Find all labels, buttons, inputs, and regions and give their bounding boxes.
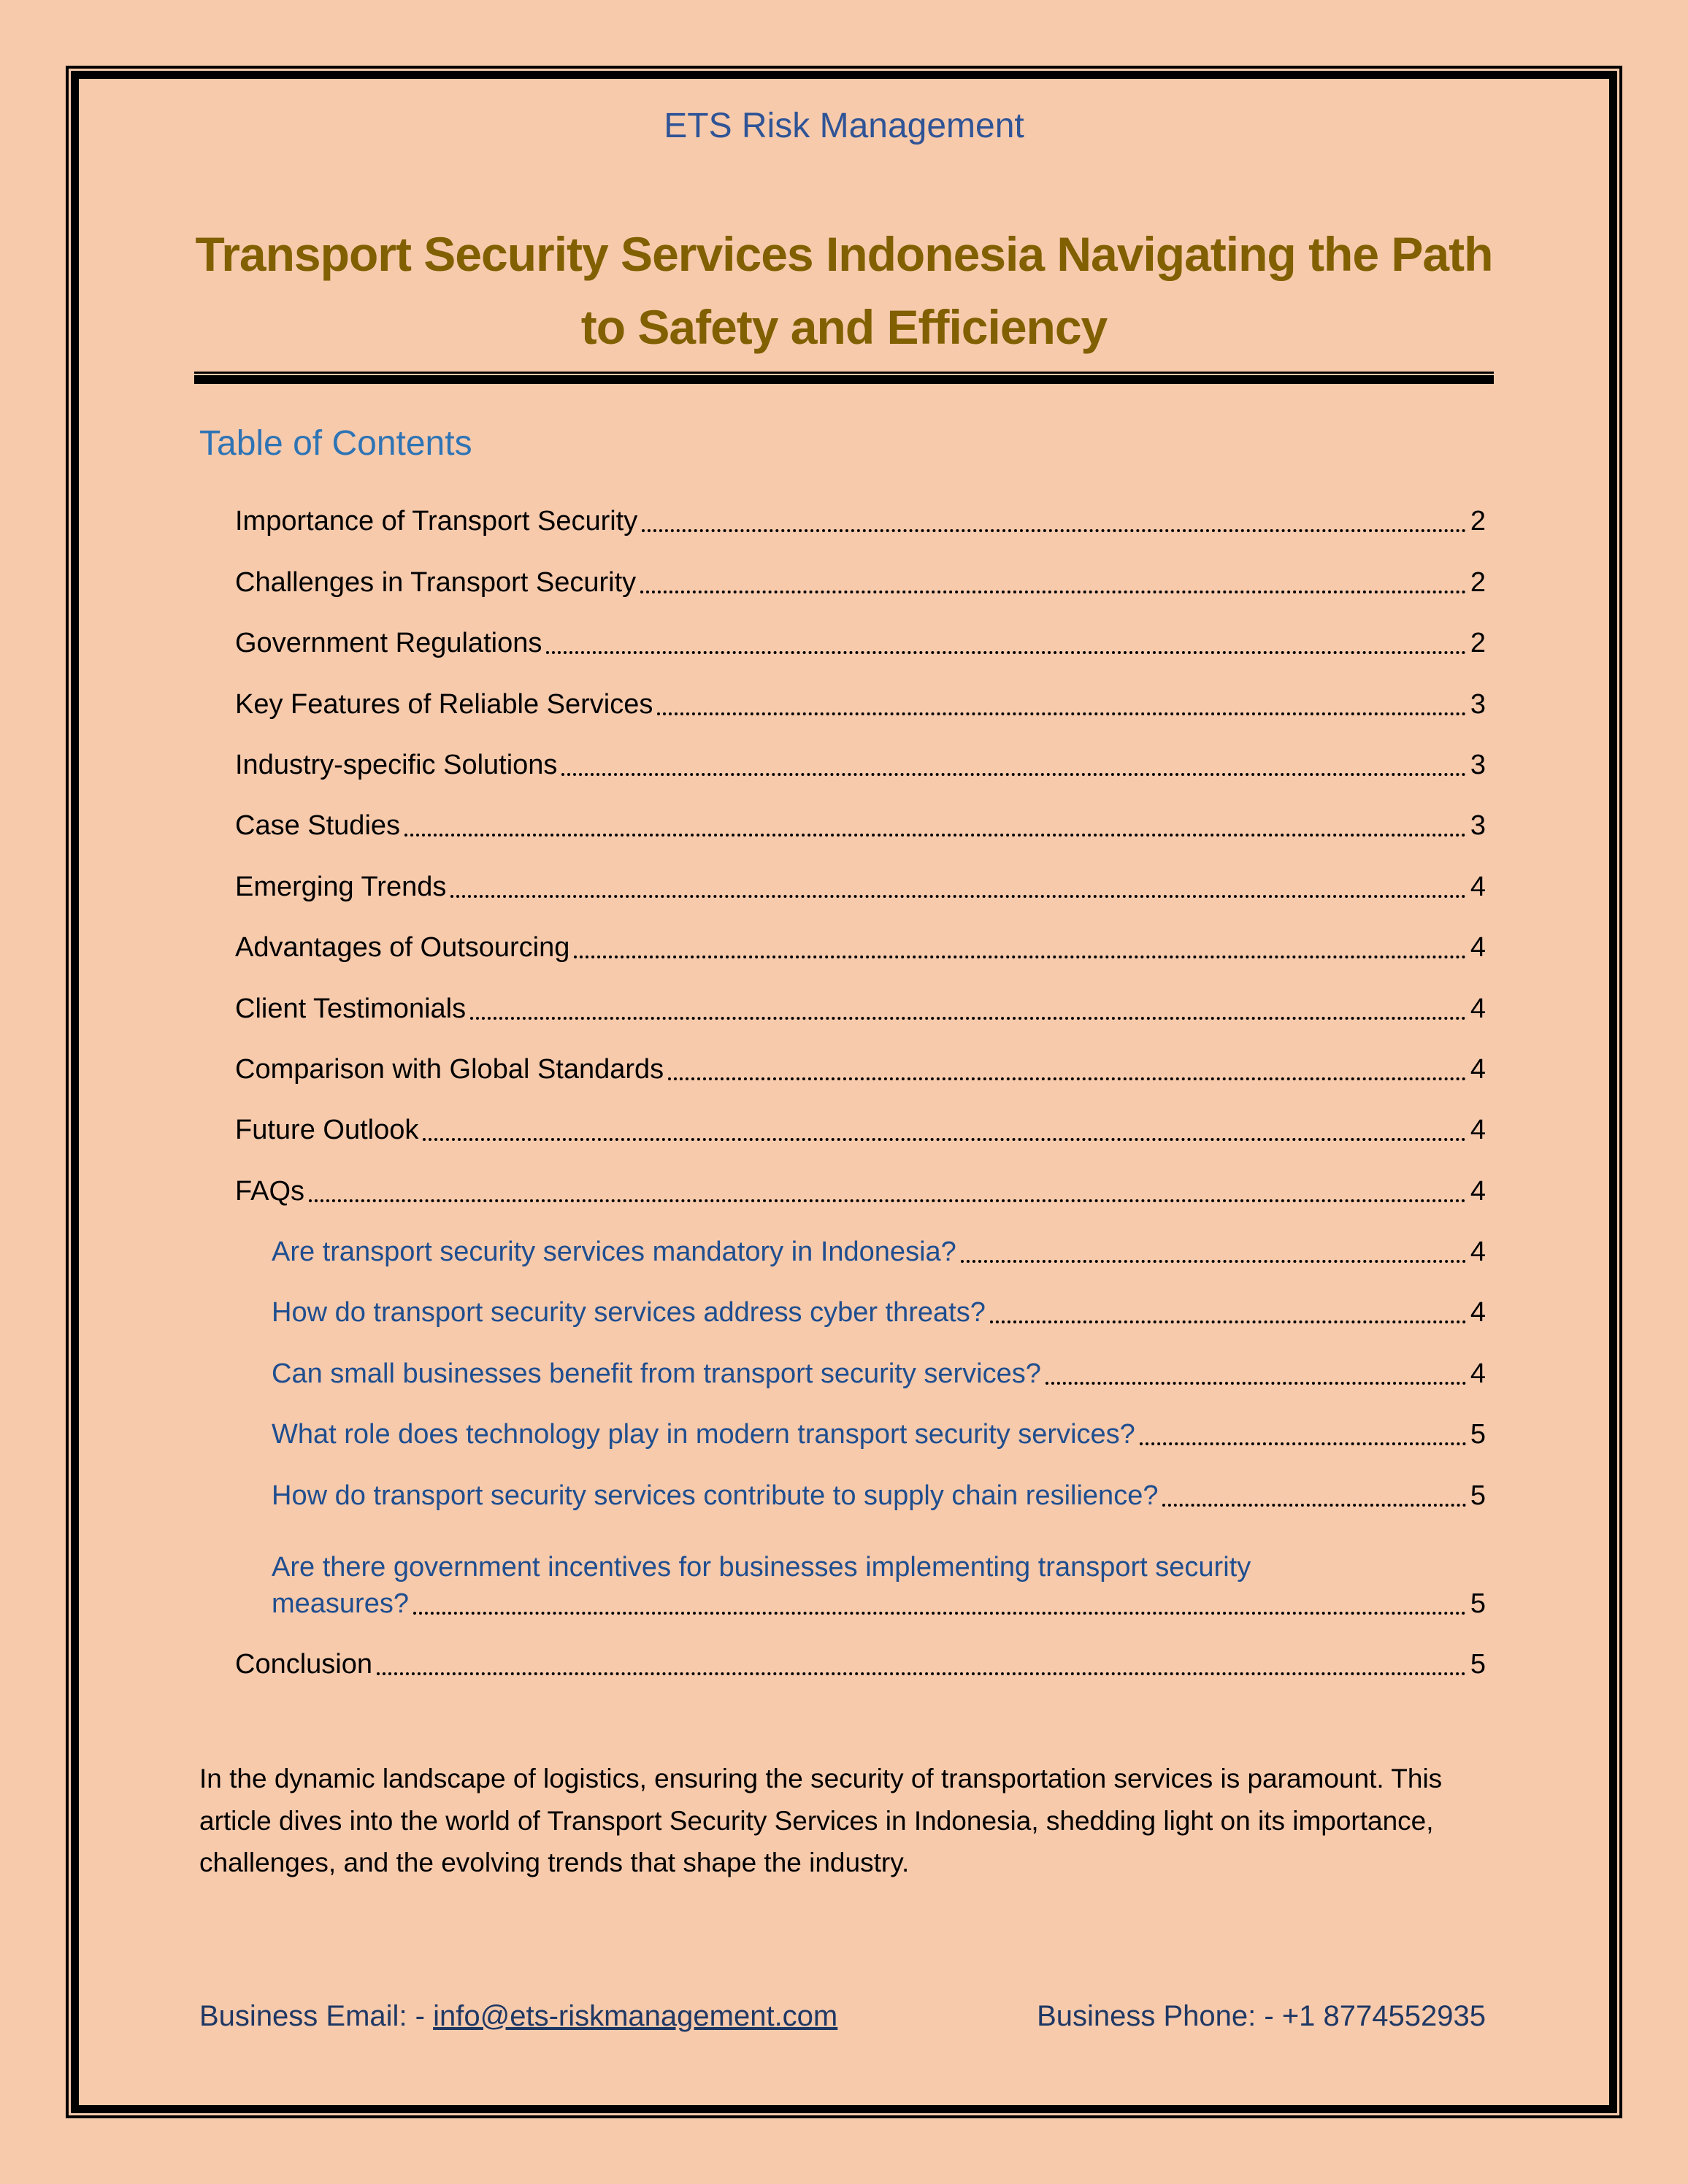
toc-entry[interactable] xyxy=(235,783,1486,844)
toc-entry[interactable] xyxy=(235,723,1486,783)
dot-leader xyxy=(1140,1442,1466,1445)
table-of-contents xyxy=(235,479,1486,1683)
company-name: ETS Risk Management xyxy=(664,107,1024,145)
toc-entry-label: Challenges in Transport Security xyxy=(235,566,637,598)
toc-entry-label: Are there government incentives for businesses implementing transport security xyxy=(272,1551,1251,1583)
title-divider-thick xyxy=(194,375,1494,384)
toc-entry[interactable] xyxy=(235,1622,1486,1683)
toc-entry[interactable] xyxy=(235,479,1486,539)
toc-entry[interactable] xyxy=(235,905,1486,966)
title-divider-thin xyxy=(194,372,1494,374)
toc-entry-label: Conclusion xyxy=(235,1649,372,1680)
toc-page-number: 4 xyxy=(1470,932,1486,964)
toc-entry-label-continued: measures? xyxy=(272,1588,409,1619)
dot-leader xyxy=(961,1260,1466,1263)
dot-leader xyxy=(470,1017,1466,1020)
dot-leader xyxy=(657,712,1465,715)
dot-leader xyxy=(990,1320,1466,1323)
toc-page-number: 2 xyxy=(1470,506,1486,537)
toc-entry-label: Client Testimonials xyxy=(235,993,467,1024)
dot-leader xyxy=(561,773,1465,776)
business-phone xyxy=(1037,2000,1486,2033)
toc-entry[interactable] xyxy=(235,1088,1486,1148)
toc-faq-entry[interactable] xyxy=(235,1392,1486,1453)
toc-page-number: 3 xyxy=(1470,810,1486,842)
toc-entry[interactable] xyxy=(235,966,1486,1026)
toc-entry-label: Importance of Transport Security xyxy=(235,506,638,537)
contact-footer xyxy=(199,2000,1486,2033)
toc-faq-entry[interactable] xyxy=(235,1210,1486,1270)
toc-page-number: 5 xyxy=(1470,1588,1486,1619)
toc-page-number: 5 xyxy=(1470,1419,1486,1450)
toc-entry[interactable] xyxy=(235,844,1486,904)
dot-leader xyxy=(1046,1382,1466,1385)
toc-page-number: 4 xyxy=(1470,993,1486,1024)
business-email xyxy=(199,2000,837,2033)
toc-entry-label: Future Outlook xyxy=(235,1115,419,1146)
toc-page-number: 4 xyxy=(1470,1358,1486,1389)
toc-entry[interactable] xyxy=(235,1148,1486,1209)
toc-entry-label: Are transport security services mandatory in Indonesia? xyxy=(272,1237,956,1268)
dot-leader xyxy=(413,1612,1466,1615)
toc-entry-label: Key Features of Reliable Services xyxy=(235,688,653,720)
dot-leader xyxy=(309,1199,1466,1202)
toc-entry-label: Case Studies xyxy=(235,810,401,842)
toc-entry-label: Industry-specific Solutions xyxy=(235,749,558,780)
toc-faq-entry[interactable] xyxy=(235,1331,1486,1391)
intro-paragraph: In the dynamic landscape of logistics, ensuring the security of transportation services is paramount. This article dives into the world of Transport Security Services in Indonesia, shedding light on its importance, challenges, and the evolving trends that shape the industry. xyxy=(199,1764,1443,1877)
toc-page-number: 4 xyxy=(1470,871,1486,902)
email-link[interactable]: info@ets-riskmanagement.com xyxy=(433,2000,838,2032)
dot-leader xyxy=(423,1138,1466,1141)
toc-entry[interactable] xyxy=(235,539,1486,600)
toc-faq-entry[interactable] xyxy=(235,1514,1486,1622)
toc-page-number: 4 xyxy=(1470,1297,1486,1329)
toc-page-number: 5 xyxy=(1470,1649,1486,1680)
toc-page-number: 3 xyxy=(1470,749,1486,780)
toc-page-number: 3 xyxy=(1470,688,1486,720)
dot-leader xyxy=(668,1077,1466,1080)
dot-leader xyxy=(450,895,1465,898)
toc-page-number: 2 xyxy=(1470,628,1486,659)
toc-page-number: 4 xyxy=(1470,1053,1486,1085)
dot-leader xyxy=(642,529,1466,532)
dot-leader xyxy=(1162,1504,1465,1507)
toc-entry-label: How do transport security services contribute to supply chain resilience? xyxy=(272,1480,1159,1511)
toc-entry-label: Can small businesses benefit from transport security services? xyxy=(272,1358,1041,1389)
toc-page-number: 4 xyxy=(1470,1175,1486,1207)
toc-page-number: 4 xyxy=(1470,1115,1486,1146)
dot-leader xyxy=(546,651,1466,654)
document-title: Transport Security Services Indonesia Navigating the Path to Safety and Efficiency xyxy=(195,227,1493,354)
toc-entry-label: Comparison with Global Standards xyxy=(235,1053,664,1085)
toc-entry[interactable] xyxy=(235,1027,1486,1088)
toc-entry-label: Government Regulations xyxy=(235,628,542,659)
phone-label: Business Phone: - xyxy=(1037,2000,1282,2032)
toc-entry-label: Emerging Trends xyxy=(235,871,447,902)
toc-page-number: 5 xyxy=(1470,1480,1486,1511)
phone-number: +1 8774552935 xyxy=(1281,2000,1486,2032)
toc-entry[interactable] xyxy=(235,601,1486,661)
toc-heading: Table of Contents xyxy=(199,424,472,463)
toc-faq-entry[interactable] xyxy=(235,1453,1486,1513)
toc-entry-label: Advantages of Outsourcing xyxy=(235,932,570,964)
dot-leader xyxy=(404,834,1466,837)
toc-page-number: 2 xyxy=(1470,566,1486,598)
toc-faq-entry[interactable] xyxy=(235,1270,1486,1331)
dot-leader xyxy=(574,956,1465,958)
toc-entry-label: FAQs xyxy=(235,1175,305,1207)
dot-leader xyxy=(377,1672,1466,1675)
toc-entry-label: What role does technology play in modern transport security services? xyxy=(272,1419,1135,1450)
dot-leader xyxy=(640,591,1466,593)
toc-entry[interactable] xyxy=(235,661,1486,722)
email-label: Business Email: - xyxy=(199,2000,434,2032)
toc-page-number: 4 xyxy=(1470,1237,1486,1268)
toc-entry-label: How do transport security services address cyber threats? xyxy=(272,1297,986,1329)
